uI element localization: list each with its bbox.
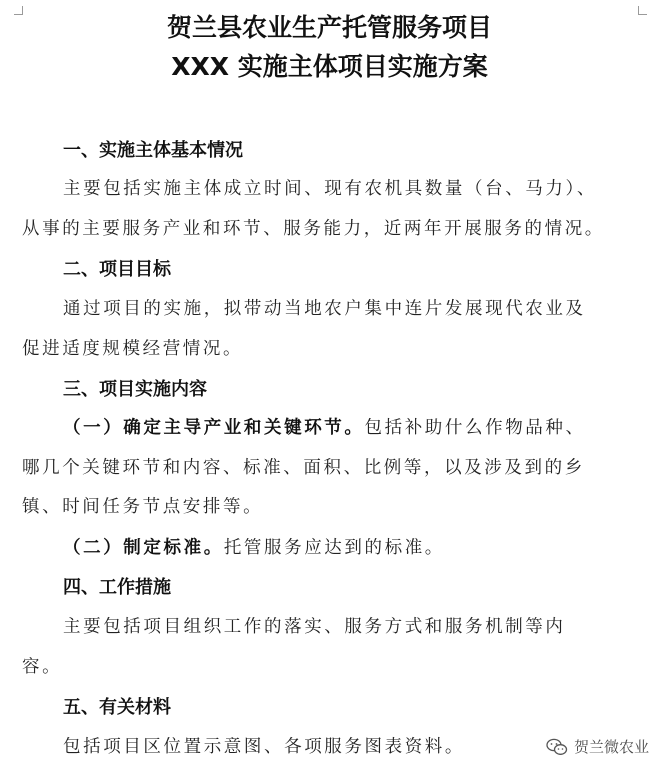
section-4-paragraph-line1: 主要包括项目组织工作的落实、服务方式和服务机制等内 <box>63 617 566 637</box>
section-3-sub1-line1 <box>63 414 586 439</box>
section-heading-2: 二、项目目标 <box>63 259 171 280</box>
subsection-2-title: （二）制定标准。 <box>63 538 224 558</box>
watermark <box>546 736 649 757</box>
subsection-2-text: 托管服务应达到的标准。 <box>223 538 445 558</box>
wechat-icon <box>546 738 568 756</box>
section-2-paragraph-line1: 通过项目的实施，拟带动当地农户集中连片发展现代农业及 <box>63 299 586 319</box>
subsection-1-text: 包括补助什么作物品种、 <box>364 418 586 438</box>
section-3-sub1-line2: 哪几个关键环节和内容、标准、面积、比例等，以及涉及到的乡 <box>22 458 585 478</box>
section-5-paragraph-line1: 包括项目区位置示意图、各项服务图表资料。 <box>63 737 465 757</box>
section-heading-4: 四、工作措施 <box>63 577 171 598</box>
watermark-text: 贺兰微农业 <box>573 738 649 756</box>
section-heading-5: 五、有关材料 <box>63 697 171 718</box>
section-2-paragraph-line2: 促进适度规模经营情况。 <box>22 339 244 359</box>
section-3-sub1-line3: 镇、时间任务节点安排等。 <box>22 497 264 517</box>
section-1-paragraph-line1: 主要包括实施主体成立时间、现有农机具数量（台、马力）、 <box>63 179 597 199</box>
section-heading-1: 一、实施主体基本情况 <box>63 140 243 161</box>
section-1-paragraph-line2: 从事的主要服务产业和环节、服务能力，近两年开展服务的情况。 <box>22 219 605 239</box>
section-3-sub2-line <box>63 534 445 559</box>
document-title-line1: 贺兰县农业生产托管服务项目 <box>166 13 492 42</box>
document-title-line2: XXX 实施主体项目实施方案 <box>171 52 488 81</box>
subsection-1-title: （一）确定主导产业和关键环节。 <box>63 418 365 438</box>
section-heading-3: 三、项目实施内容 <box>63 379 207 400</box>
section-4-paragraph-line2: 容。 <box>22 657 63 677</box>
